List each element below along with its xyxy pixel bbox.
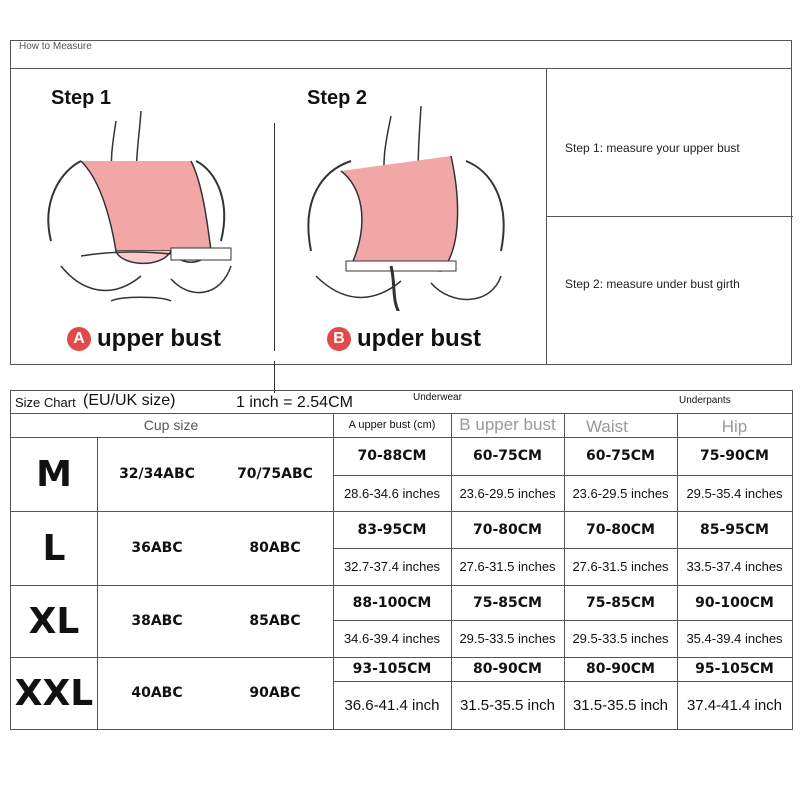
label-a-badge: A	[67, 327, 91, 351]
cup-eu: 38ABC	[131, 613, 183, 629]
step2-note: Step 2: measure under bust girth	[565, 277, 740, 291]
waist-inch: 23.6-29.5 inches	[572, 485, 669, 501]
cup-eu: 32/34ABC	[119, 466, 195, 482]
measure-header	[11, 41, 791, 69]
cup-eu: 40ABC	[131, 685, 183, 701]
measure-header-label: How to Measure	[19, 41, 92, 52]
col-hip: Hip	[721, 417, 748, 436]
row-size-l: L	[42, 527, 66, 569]
a-cm: 88-100CM	[352, 594, 432, 611]
b-cm: 75-85CM	[473, 594, 542, 611]
a-cm: 83-95CM	[357, 521, 427, 538]
waist-inch: 31.5-35.5 inch	[572, 696, 669, 714]
b-cm: 70-80CM	[473, 521, 542, 538]
b-inch: 29.5-33.5 inches	[459, 631, 556, 646]
hip-cm: 95-105CM	[695, 661, 774, 677]
a-cm: 93-105CM	[352, 661, 432, 677]
col-waist: Waist	[586, 417, 628, 436]
label-b-badge: B	[327, 327, 351, 351]
waist-inch: 29.5-33.5 inches	[572, 631, 669, 646]
a-cm: 70-88CM	[357, 448, 427, 464]
b-cm: 60-75CM	[473, 448, 542, 464]
b-cm: 80-90CM	[473, 661, 542, 677]
step2-title: Step 2	[307, 87, 368, 109]
cup-band: 85ABC	[249, 613, 301, 629]
hip-cm: 85-95CM	[700, 521, 769, 538]
notes-divider	[547, 216, 793, 217]
step1-illustration	[21, 101, 251, 311]
b-inch: 27.6-31.5 inches	[459, 559, 556, 574]
b-inch: 31.5-35.5 inch	[459, 696, 556, 714]
chart-conversion: 1 inch = 2.54CM	[236, 394, 353, 411]
label-a-text: upper bust	[97, 325, 221, 352]
waist-cm: 60-75CM	[586, 448, 655, 464]
a-inch: 28.6-34.6 inches	[343, 485, 441, 501]
step2-illustration	[291, 101, 531, 311]
waist-cm: 75-85CM	[586, 594, 655, 611]
underpants-label: Underpants	[679, 395, 731, 406]
hip-cm: 75-90CM	[700, 448, 769, 464]
label-b	[327, 325, 481, 353]
size-chart	[10, 390, 793, 730]
a-inch: 36.6-41.4 inch	[344, 696, 440, 714]
waist-inch: 27.6-31.5 inches	[572, 559, 669, 574]
hip-cm: 90-100CM	[695, 594, 774, 611]
step1-title: Step 1	[51, 87, 112, 109]
step-divider	[274, 123, 275, 351]
chart-region: (EU/UK size)	[83, 392, 176, 409]
row-size-xxl: XXL	[14, 672, 94, 714]
hip-inch: 29.5-35.4 inches	[686, 485, 783, 501]
cup-eu: 36ABC	[131, 540, 183, 556]
b-inch: 23.6-29.5 inches	[459, 485, 556, 501]
grid-line	[11, 413, 792, 414]
a-inch: 34.6-39.4 inches	[343, 631, 441, 646]
underwear-label: Underwear	[413, 392, 462, 403]
hip-inch: 35.4-39.4 inches	[686, 631, 783, 646]
label-b-text: upder bust	[357, 325, 481, 352]
hip-inch: 33.5-37.4 inches	[686, 559, 783, 574]
row-size-m: M	[36, 453, 72, 495]
a-inch: 32.7-37.4 inches	[343, 559, 441, 574]
waist-cm: 70-80CM	[586, 521, 655, 538]
col-cup-size: Cup size	[143, 417, 199, 433]
col-b-upper-bust: B upper bust	[459, 415, 556, 434]
row-size-xl: XL	[28, 600, 80, 642]
cup-band: 70/75ABC	[237, 466, 313, 482]
cup-band: 90ABC	[249, 685, 301, 701]
col-a-upper-bust: A upper bust (cm)	[348, 419, 436, 431]
how-to-measure-panel	[10, 40, 792, 365]
label-divider	[274, 361, 275, 393]
hip-inch: 37.4-41.4 inch	[686, 696, 783, 714]
chart-title: Size Chart	[15, 395, 76, 410]
label-a	[67, 325, 221, 353]
step1-note: Step 1: measure your upper bust	[565, 141, 740, 155]
cup-band: 80ABC	[249, 540, 301, 556]
step-notes-box	[546, 69, 793, 365]
waist-cm: 80-90CM	[586, 661, 655, 677]
